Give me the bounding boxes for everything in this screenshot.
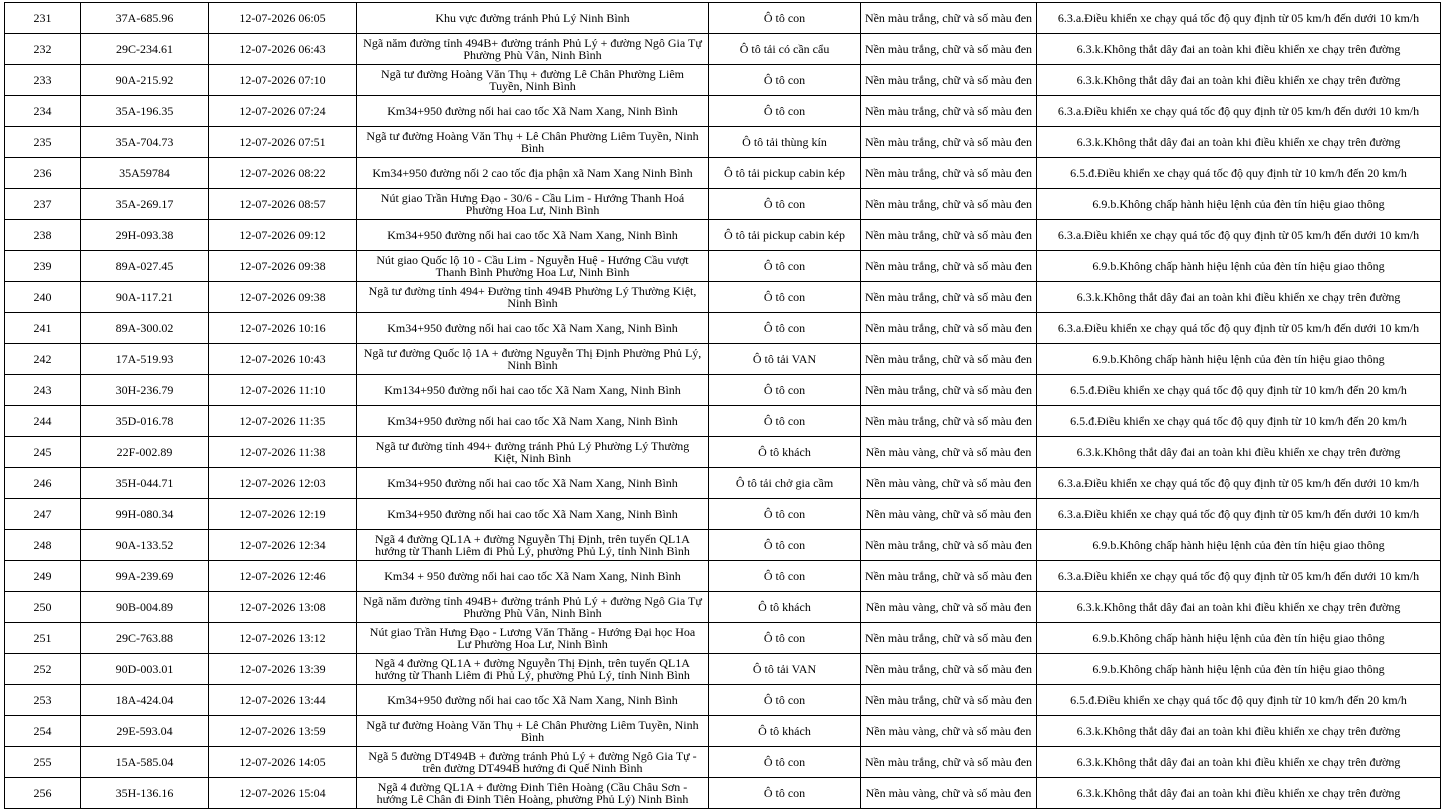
cell-vehicle-type: Ô tô tải pickup cabin kép	[709, 220, 861, 251]
cell-vehicle-type: Ô tô tải có cần cẩu	[709, 34, 861, 65]
cell-plate-number: 37A-685.96	[81, 3, 209, 34]
cell-location: Nút giao Quốc lộ 10 - Cầu Lim - Nguyễn Huệ - Hướng Cầu vượt Thanh Bình Phường Hoa Lư, Ninh Bình	[357, 251, 709, 282]
violations-table	[4, 2, 1441, 809]
cell-vehicle-type: Ô tô tải pickup cabin kép	[709, 158, 861, 189]
cell-violation-time: 12-07-2026 09:38	[209, 282, 357, 313]
cell-violation-time: 12-07-2026 12:46	[209, 561, 357, 592]
cell-index: 247	[5, 499, 81, 530]
cell-plate-number: 99H-080.34	[81, 499, 209, 530]
cell-violation: 6.9.b.Không chấp hành hiệu lệnh của đèn tín hiệu giao thông	[1037, 344, 1441, 375]
cell-index: 241	[5, 313, 81, 344]
cell-plate-color: Nền màu trắng, chữ và số màu đen	[861, 158, 1037, 189]
table-row	[5, 499, 1441, 530]
table-row	[5, 468, 1441, 499]
table-row	[5, 375, 1441, 406]
cell-plate-number: 35A59784	[81, 158, 209, 189]
cell-violation: 6.5.đ.Điều khiển xe chạy quá tốc độ quy định từ 10 km/h đến 20 km/h	[1037, 406, 1441, 437]
table-row	[5, 313, 1441, 344]
cell-location: Ngã năm đường tỉnh 494B+ đường tránh Phủ Lý + đường Ngô Gia Tự Phường Phù Vân, Ninh Bình	[357, 34, 709, 65]
cell-plate-number: 99A-239.69	[81, 561, 209, 592]
cell-vehicle-type: Ô tô con	[709, 282, 861, 313]
cell-plate-color: Nền màu trắng, chữ và số màu đen	[861, 282, 1037, 313]
cell-location: Ngã tư đường Hoàng Văn Thụ + Lê Chân Phường Liêm Tuyền, Ninh Bình	[357, 127, 709, 158]
cell-plate-number: 35A-196.35	[81, 96, 209, 127]
cell-plate-number: 22F-002.89	[81, 437, 209, 468]
cell-location: Nút giao Trần Hưng Đạo - Lương Văn Thăng - Hướng Đại học Hoa Lư Phường Hoa Lư, Ninh Bình	[357, 623, 709, 654]
cell-plate-number: 89A-027.45	[81, 251, 209, 282]
cell-vehicle-type: Ô tô tải VAN	[709, 344, 861, 375]
cell-location: Ngã tư đường tỉnh 494+ Đường tỉnh 494B Phường Lý Thường Kiệt, Ninh Bình	[357, 282, 709, 313]
cell-index: 231	[5, 3, 81, 34]
cell-index: 240	[5, 282, 81, 313]
cell-location: Km34 + 950 đường nối hai cao tốc Xã Nam Xang, Ninh Bình	[357, 561, 709, 592]
table-row	[5, 561, 1441, 592]
table-row	[5, 406, 1441, 437]
cell-location: Km134+950 đường nối hai cao tốc Xã Nam Xang, Ninh Bình	[357, 375, 709, 406]
cell-violation: 6.5.đ.Điều khiển xe chạy quá tốc độ quy định từ 10 km/h đến 20 km/h	[1037, 375, 1441, 406]
cell-violation-time: 12-07-2026 06:43	[209, 34, 357, 65]
cell-index: 252	[5, 654, 81, 685]
cell-violation-time: 12-07-2026 07:24	[209, 96, 357, 127]
table-row	[5, 716, 1441, 747]
cell-index: 250	[5, 592, 81, 623]
cell-plate-number: 35H-044.71	[81, 468, 209, 499]
cell-plate-color: Nền màu trắng, chữ và số màu đen	[861, 127, 1037, 158]
cell-plate-color: Nền màu vàng, chữ và số màu đen	[861, 592, 1037, 623]
cell-vehicle-type: Ô tô con	[709, 623, 861, 654]
table-row	[5, 65, 1441, 96]
cell-violation: 6.9.b.Không chấp hành hiệu lệnh của đèn tín hiệu giao thông	[1037, 530, 1441, 561]
cell-plate-number: 89A-300.02	[81, 313, 209, 344]
cell-plate-number: 30H-236.79	[81, 375, 209, 406]
table-row	[5, 778, 1441, 809]
cell-plate-number: 90A-133.52	[81, 530, 209, 561]
cell-violation-time: 12-07-2026 11:35	[209, 406, 357, 437]
cell-index: 255	[5, 747, 81, 778]
cell-violation-time: 12-07-2026 12:34	[209, 530, 357, 561]
table-row	[5, 282, 1441, 313]
cell-location: Ngã tư đường Hoàng Văn Thụ + Lê Chân Phường Liêm Tuyền, Ninh Bình	[357, 716, 709, 747]
cell-plate-color: Nền màu vàng, chữ và số màu đen	[861, 499, 1037, 530]
cell-plate-number: 17A-519.93	[81, 344, 209, 375]
table-row	[5, 189, 1441, 220]
cell-location: Km34+950 đường nối hai cao tốc Xã Nam Xang, Ninh Bình	[357, 96, 709, 127]
cell-vehicle-type: Ô tô con	[709, 685, 861, 716]
cell-violation: 6.3.k.Không thắt dây đai an toàn khi điều khiển xe chạy trên đường	[1037, 65, 1441, 96]
cell-index: 238	[5, 220, 81, 251]
cell-plate-number: 18A-424.04	[81, 685, 209, 716]
cell-location: Ngã 4 đường QL1A + đường Nguyễn Thị Định, trên tuyến QL1A hướng từ Thanh Liêm đi Phủ Lý, phường Phủ Lý, tỉnh Ninh Bình	[357, 530, 709, 561]
cell-plate-color: Nền màu trắng, chữ và số màu đen	[861, 65, 1037, 96]
cell-index: 256	[5, 778, 81, 809]
cell-plate-number: 29E-593.04	[81, 716, 209, 747]
cell-index: 244	[5, 406, 81, 437]
cell-index: 248	[5, 530, 81, 561]
cell-violation: 6.3.a.Điều khiển xe chạy quá tốc độ quy định từ 05 km/h đến dưới 10 km/h	[1037, 220, 1441, 251]
cell-index: 234	[5, 96, 81, 127]
cell-violation-time: 12-07-2026 06:05	[209, 3, 357, 34]
cell-index: 254	[5, 716, 81, 747]
cell-location: Km34+950 đường nối hai cao tốc Xã Nam Xang, Ninh Bình	[357, 468, 709, 499]
cell-index: 249	[5, 561, 81, 592]
cell-plate-color: Nền màu trắng, chữ và số màu đen	[861, 406, 1037, 437]
cell-location: Ngã 4 đường QL1A + đường Đinh Tiên Hoàng (Cầu Châu Sơn - hướng Lê Chân đi Đinh Tiên Hoàng, phường Phủ Lý) Ninh Bình	[357, 778, 709, 809]
cell-location: Km34+950 đường nối hai cao tốc Xã Nam Xang, Ninh Bình	[357, 685, 709, 716]
cell-plate-color: Nền màu trắng, chữ và số màu đen	[861, 375, 1037, 406]
cell-vehicle-type: Ô tô con	[709, 530, 861, 561]
cell-violation: 6.3.a.Điều khiển xe chạy quá tốc độ quy định từ 05 km/h đến dưới 10 km/h	[1037, 3, 1441, 34]
cell-plate-color: Nền màu trắng, chữ và số màu đen	[861, 189, 1037, 220]
cell-location: Km34+950 đường nối 2 cao tốc địa phận xã Nam Xang Ninh Bình	[357, 158, 709, 189]
cell-vehicle-type: Ô tô con	[709, 375, 861, 406]
cell-violation-time: 12-07-2026 10:16	[209, 313, 357, 344]
cell-violation: 6.5.đ.Điều khiển xe chạy quá tốc độ quy định từ 10 km/h đến 20 km/h	[1037, 158, 1441, 189]
cell-plate-number: 35D-016.78	[81, 406, 209, 437]
cell-plate-color: Nền màu trắng, chữ và số màu đen	[861, 34, 1037, 65]
cell-vehicle-type: Ô tô con	[709, 313, 861, 344]
cell-plate-color: Nền màu trắng, chữ và số màu đen	[861, 3, 1037, 34]
cell-index: 233	[5, 65, 81, 96]
table-row	[5, 96, 1441, 127]
cell-plate-number: 90D-003.01	[81, 654, 209, 685]
cell-vehicle-type: Ô tô khách	[709, 716, 861, 747]
cell-violation-time: 12-07-2026 12:03	[209, 468, 357, 499]
cell-location: Ngã năm đường tỉnh 494B+ đường tránh Phủ Lý + đường Ngô Gia Tự Phường Phù Vân, Ninh Bình	[357, 592, 709, 623]
table-row	[5, 623, 1441, 654]
table-row	[5, 437, 1441, 468]
cell-plate-color: Nền màu trắng, chữ và số màu đen	[861, 561, 1037, 592]
cell-violation-time: 12-07-2026 13:39	[209, 654, 357, 685]
cell-plate-color: Nền màu trắng, chữ và số màu đen	[861, 623, 1037, 654]
cell-location: Km34+950 đường nối hai cao tốc Xã Nam Xang, Ninh Bình	[357, 313, 709, 344]
cell-location: Nút giao Trần Hưng Đạo - 30/6 - Cầu Lim - Hướng Thanh Hoá Phường Hoa Lư, Ninh Bình	[357, 189, 709, 220]
cell-violation: 6.3.a.Điều khiển xe chạy quá tốc độ quy định từ 05 km/h đến dưới 10 km/h	[1037, 313, 1441, 344]
cell-plate-color: Nền màu trắng, chữ và số màu đen	[861, 747, 1037, 778]
cell-violation-time: 12-07-2026 07:10	[209, 65, 357, 96]
cell-vehicle-type: Ô tô tải chở gia cầm	[709, 468, 861, 499]
table-row	[5, 592, 1441, 623]
cell-plate-color: Nền màu trắng, chữ và số màu đen	[861, 96, 1037, 127]
cell-index: 245	[5, 437, 81, 468]
cell-index: 232	[5, 34, 81, 65]
cell-plate-color: Nền màu vàng, chữ và số màu đen	[861, 778, 1037, 809]
cell-vehicle-type: Ô tô tải thùng kín	[709, 127, 861, 158]
cell-violation-time: 12-07-2026 14:05	[209, 747, 357, 778]
cell-plate-color: Nền màu trắng, chữ và số màu đen	[861, 251, 1037, 282]
cell-index: 236	[5, 158, 81, 189]
cell-violation: 6.3.k.Không thắt dây đai an toàn khi điều khiển xe chạy trên đường	[1037, 747, 1441, 778]
cell-location: Km34+950 đường nối hai cao tốc Xã Nam Xang, Ninh Bình	[357, 499, 709, 530]
cell-index: 243	[5, 375, 81, 406]
cell-plate-number: 90A-117.21	[81, 282, 209, 313]
cell-index: 246	[5, 468, 81, 499]
cell-violation-time: 12-07-2026 13:44	[209, 685, 357, 716]
cell-vehicle-type: Ô tô con	[709, 499, 861, 530]
cell-location: Khu vực đường tránh Phủ Lý Ninh Bình	[357, 3, 709, 34]
cell-location: Km34+950 đường nối hai cao tốc Xã Nam Xang, Ninh Bình	[357, 220, 709, 251]
cell-violation: 6.9.b.Không chấp hành hiệu lệnh của đèn tín hiệu giao thông	[1037, 189, 1441, 220]
cell-location: Ngã 4 đường QL1A + đường Nguyễn Thị Định, trên tuyến QL1A hướng từ Thanh Liêm đi Phủ Lý, phường Phủ Lý, tỉnh Ninh Bình	[357, 654, 709, 685]
cell-plate-number: 35A-269.17	[81, 189, 209, 220]
table-row	[5, 344, 1441, 375]
cell-violation-time: 12-07-2026 11:38	[209, 437, 357, 468]
cell-vehicle-type: Ô tô con	[709, 251, 861, 282]
cell-violation: 6.3.k.Không thắt dây đai an toàn khi điều khiển xe chạy trên đường	[1037, 437, 1441, 468]
cell-violation-time: 12-07-2026 13:59	[209, 716, 357, 747]
cell-location: Ngã tư đường Quốc lộ 1A + đường Nguyễn Thị Định Phường Phủ Lý, Ninh Bình	[357, 344, 709, 375]
cell-plate-number: 15A-585.04	[81, 747, 209, 778]
cell-violation: 6.3.a.Điều khiển xe chạy quá tốc độ quy định từ 05 km/h đến dưới 10 km/h	[1037, 96, 1441, 127]
cell-plate-number: 90B-004.89	[81, 592, 209, 623]
cell-violation: 6.9.b.Không chấp hành hiệu lệnh của đèn tín hiệu giao thông	[1037, 654, 1441, 685]
cell-plate-number: 35H-136.16	[81, 778, 209, 809]
cell-index: 242	[5, 344, 81, 375]
cell-index: 237	[5, 189, 81, 220]
cell-vehicle-type: Ô tô con	[709, 65, 861, 96]
cell-plate-number: 35A-704.73	[81, 127, 209, 158]
table-row	[5, 530, 1441, 561]
cell-violation-time: 12-07-2026 12:19	[209, 499, 357, 530]
cell-plate-color: Nền màu trắng, chữ và số màu đen	[861, 313, 1037, 344]
cell-location: Ngã tư đường Hoàng Văn Thụ + đường Lê Chân Phường Liêm Tuyền, Ninh Bình	[357, 65, 709, 96]
table-body	[5, 3, 1441, 809]
cell-index: 235	[5, 127, 81, 158]
table-row	[5, 654, 1441, 685]
cell-vehicle-type: Ô tô con	[709, 747, 861, 778]
cell-vehicle-type: Ô tô con	[709, 3, 861, 34]
table-row	[5, 34, 1441, 65]
cell-plate-number: 90A-215.92	[81, 65, 209, 96]
cell-location: Ngã 5 đường DT494B + đường tránh Phủ Lý + đường Ngô Gia Tự - trên đường DT494B hướng đi Quế Ninh Bình	[357, 747, 709, 778]
cell-violation-time: 12-07-2026 13:08	[209, 592, 357, 623]
cell-violation: 6.3.k.Không thắt dây đai an toàn khi điều khiển xe chạy trên đường	[1037, 592, 1441, 623]
cell-plate-color: Nền màu trắng, chữ và số màu đen	[861, 654, 1037, 685]
table-row	[5, 220, 1441, 251]
cell-index: 239	[5, 251, 81, 282]
cell-vehicle-type: Ô tô khách	[709, 437, 861, 468]
cell-plate-number: 29C-763.88	[81, 623, 209, 654]
cell-violation-time: 12-07-2026 13:12	[209, 623, 357, 654]
cell-plate-color: Nền màu trắng, chữ và số màu đen	[861, 530, 1037, 561]
cell-violation-time: 12-07-2026 11:10	[209, 375, 357, 406]
cell-vehicle-type: Ô tô con	[709, 96, 861, 127]
cell-plate-color: Nền màu vàng, chữ và số màu đen	[861, 716, 1037, 747]
cell-vehicle-type: Ô tô con	[709, 406, 861, 437]
table-row	[5, 747, 1441, 778]
cell-plate-color: Nền màu vàng, chữ và số màu đen	[861, 468, 1037, 499]
cell-plate-number: 29H-093.38	[81, 220, 209, 251]
cell-violation: 6.3.k.Không thắt dây đai an toàn khi điều khiển xe chạy trên đường	[1037, 778, 1441, 809]
cell-plate-color: Nền màu trắng, chữ và số màu đen	[861, 220, 1037, 251]
cell-vehicle-type: Ô tô khách	[709, 592, 861, 623]
cell-violation-time: 12-07-2026 07:51	[209, 127, 357, 158]
cell-vehicle-type: Ô tô con	[709, 778, 861, 809]
cell-plate-color: Nền màu vàng, chữ và số màu đen	[861, 437, 1037, 468]
cell-vehicle-type: Ô tô con	[709, 189, 861, 220]
cell-violation-time: 12-07-2026 15:04	[209, 778, 357, 809]
cell-violation: 6.3.k.Không thắt dây đai an toàn khi điều khiển xe chạy trên đường	[1037, 282, 1441, 313]
cell-index: 251	[5, 623, 81, 654]
table-row	[5, 251, 1441, 282]
cell-violation: 6.9.b.Không chấp hành hiệu lệnh của đèn tín hiệu giao thông	[1037, 251, 1441, 282]
cell-violation: 6.5.đ.Điều khiển xe chạy quá tốc độ quy định từ 10 km/h đến 20 km/h	[1037, 685, 1441, 716]
cell-violation-time: 12-07-2026 08:57	[209, 189, 357, 220]
table-row	[5, 3, 1441, 34]
cell-violation: 6.3.k.Không thắt dây đai an toàn khi điều khiển xe chạy trên đường	[1037, 127, 1441, 158]
cell-vehicle-type: Ô tô con	[709, 561, 861, 592]
cell-vehicle-type: Ô tô tải VAN	[709, 654, 861, 685]
cell-plate-color: Nền màu trắng, chữ và số màu đen	[861, 344, 1037, 375]
table-row	[5, 127, 1441, 158]
cell-plate-number: 29C-234.61	[81, 34, 209, 65]
cell-violation: 6.3.a.Điều khiển xe chạy quá tốc độ quy định từ 05 km/h đến dưới 10 km/h	[1037, 561, 1441, 592]
cell-violation: 6.9.b.Không chấp hành hiệu lệnh của đèn tín hiệu giao thông	[1037, 623, 1441, 654]
cell-violation-time: 12-07-2026 08:22	[209, 158, 357, 189]
cell-violation: 6.3.k.Không thắt dây đai an toàn khi điều khiển xe chạy trên đường	[1037, 34, 1441, 65]
table-row	[5, 685, 1441, 716]
cell-location: Ngã tư đường tỉnh 494+ đường tránh Phủ Lý Phường Lý Thường Kiệt, Ninh Bình	[357, 437, 709, 468]
cell-violation: 6.3.k.Không thắt dây đai an toàn khi điều khiển xe chạy trên đường	[1037, 716, 1441, 747]
cell-violation: 6.3.a.Điều khiển xe chạy quá tốc độ quy định từ 05 km/h đến dưới 10 km/h	[1037, 468, 1441, 499]
cell-index: 253	[5, 685, 81, 716]
cell-violation-time: 12-07-2026 09:12	[209, 220, 357, 251]
cell-location: Km34+950 đường nối hai cao tốc Xã Nam Xang, Ninh Bình	[357, 406, 709, 437]
cell-violation: 6.3.a.Điều khiển xe chạy quá tốc độ quy định từ 05 km/h đến dưới 10 km/h	[1037, 499, 1441, 530]
table-row	[5, 158, 1441, 189]
cell-plate-color: Nền màu trắng, chữ và số màu đen	[861, 685, 1037, 716]
cell-violation-time: 12-07-2026 10:43	[209, 344, 357, 375]
cell-violation-time: 12-07-2026 09:38	[209, 251, 357, 282]
